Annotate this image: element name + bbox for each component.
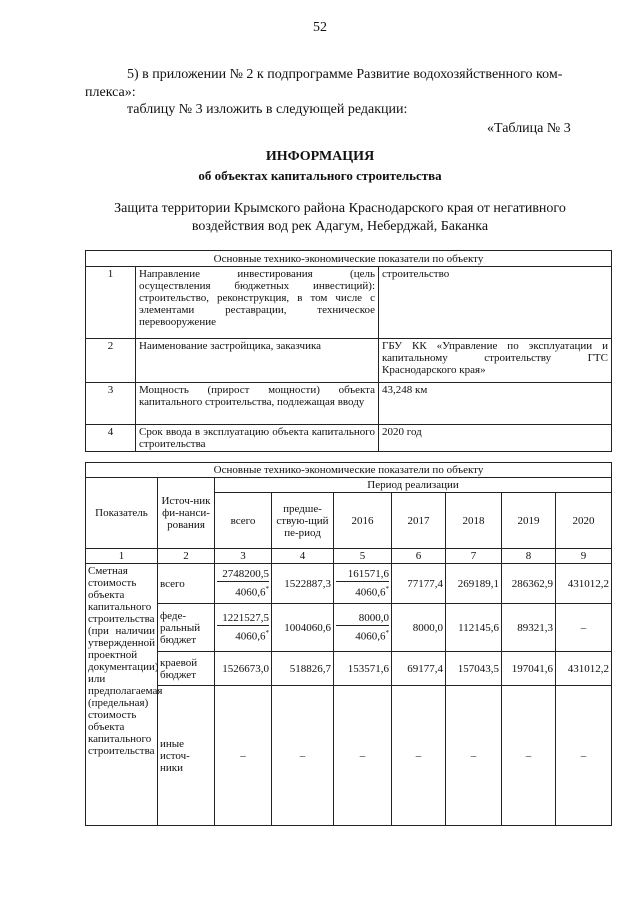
- year-2016-value: –: [334, 686, 392, 826]
- table1-row-number: 4: [86, 425, 136, 452]
- col-period-header: Период реализации: [215, 478, 612, 493]
- col-year-header: 2020: [556, 493, 612, 549]
- total-value-extra: 4060,6: [235, 630, 266, 643]
- table1-row-value: строительство: [379, 267, 612, 339]
- col-number: 3: [215, 549, 272, 564]
- col-number: 1: [86, 549, 158, 564]
- col-number: 4: [272, 549, 334, 564]
- year-2019-value: 286362,9: [502, 564, 556, 604]
- object-name-line-1: Защита территории Крымского района Краснодарского края от негативного: [114, 201, 566, 216]
- source-label: всего: [158, 564, 215, 604]
- total-cell: [215, 564, 272, 604]
- source-label: иные источ-ники: [158, 686, 215, 826]
- table1-row-value: 43,248 км: [379, 383, 612, 425]
- total-value: 1221527,5: [217, 612, 269, 626]
- table1-header: Основные технико-экономические показатели по объекту: [86, 251, 612, 267]
- year-2016-value: 161571,6: [336, 568, 389, 582]
- footnote-mark: *: [265, 585, 269, 594]
- previous-period-value: 1004060,6: [272, 604, 334, 652]
- year-2018-value: 112145,6: [446, 604, 502, 652]
- table1-row-number: 3: [86, 383, 136, 425]
- footnote-mark: *: [385, 629, 389, 638]
- object-name-line-2: воздействия вод рек Адагум, Неберджай, Баканка: [191, 219, 489, 234]
- col-number: 7: [446, 549, 502, 564]
- source-label: краевой бюджет: [158, 652, 215, 686]
- year-2019-value: 197041,6: [502, 652, 556, 686]
- table1-row-label: Мощность (прирост мощности) объекта капитального строительства, подлежащая вводу: [136, 383, 379, 425]
- total-value: –: [215, 686, 272, 826]
- year-2018-value: 157043,5: [446, 652, 502, 686]
- year-2016-value-extra: 4060,6: [355, 586, 386, 599]
- year-2019-value: –: [502, 686, 556, 826]
- year-2016-value: 8000,0: [336, 612, 389, 626]
- previous-period-value: –: [272, 686, 334, 826]
- year-2020-value: –: [556, 604, 612, 652]
- table2-header: Основные технико-экономические показатели по объекту: [86, 463, 612, 478]
- footnote-mark: *: [265, 629, 269, 638]
- year-2016-cell: [334, 604, 392, 652]
- year-2018-value: –: [446, 686, 502, 826]
- total-value: 1526673,0: [215, 652, 272, 686]
- year-2018-value: 269189,1: [446, 564, 502, 604]
- year-2017-value: 69177,4: [392, 652, 446, 686]
- indicators-table-general: [85, 250, 612, 452]
- table1-row-number: 1: [86, 267, 136, 339]
- col-number: 8: [502, 549, 556, 564]
- year-2016-value: 153571,6: [334, 652, 392, 686]
- table1-row-label: Срок ввода в эксплуатацию объекта капитального строительства: [136, 425, 379, 452]
- source-label: феде-ральный бюджет: [158, 604, 215, 652]
- col-number: 2: [158, 549, 215, 564]
- col-year-header: 2017: [392, 493, 446, 549]
- table1-row-value: ГБУ КК «Управление по эксплуатации и капитальному строительству ГТС Краснодарского края»: [379, 339, 612, 383]
- col-year-header: 2016: [334, 493, 392, 549]
- total-value-extra: 4060,6: [235, 586, 266, 599]
- year-2020-value: 431012,2: [556, 564, 612, 604]
- table1-row-number: 2: [86, 339, 136, 383]
- col-indicator-header: Показатель: [86, 478, 158, 549]
- intro-line-1: 5) в приложении № 2 к подпрограмме Развитие водохозяйственного ком-: [127, 67, 563, 82]
- table1-row-label: Наименование застройщика, заказчика: [136, 339, 379, 383]
- intro-line-2: плекса»:: [85, 85, 136, 100]
- table1-row-value: 2020 год: [379, 425, 612, 452]
- previous-period-value: 1522887,3: [272, 564, 334, 604]
- total-value: 2748200,5: [217, 568, 269, 582]
- col-number: 5: [334, 549, 392, 564]
- col-total-header: всего: [215, 493, 272, 549]
- year-2017-value: 8000,0: [392, 604, 446, 652]
- col-number: 6: [392, 549, 446, 564]
- indicator-description: Сметная стоимость объекта капитального строительства (при наличии утвержденной проектной документации) или предполагаемая (предельная) стоимость объекта капитального строительства: [86, 564, 158, 826]
- year-2020-value: –: [556, 686, 612, 826]
- col-year-header: 2018: [446, 493, 502, 549]
- table1-row-label: Направление инвестирования (цель осуществления бюджетных инвестиций): строительство, реконструкция, в том числе с элементами реставрации, техническое перевооружение: [136, 267, 379, 339]
- total-cell: [215, 604, 272, 652]
- year-2016-cell: [334, 564, 392, 604]
- indicators-table-financing: [85, 462, 612, 826]
- year-2019-value: 89321,3: [502, 604, 556, 652]
- col-number: 9: [556, 549, 612, 564]
- col-year-header: 2019: [502, 493, 556, 549]
- year-2020-value: 431012,2: [556, 652, 612, 686]
- document-title: ИНФОРМАЦИЯ: [265, 149, 375, 164]
- year-2017-value: –: [392, 686, 446, 826]
- table-reference: «Таблица № 3: [487, 121, 571, 136]
- footnote-mark: *: [385, 585, 389, 594]
- previous-period-value: 518826,7: [272, 652, 334, 686]
- col-source-header: Источ-ник фи-нанси-рования: [158, 478, 215, 549]
- page-number: 52: [313, 20, 327, 35]
- intro-line-3: таблицу № 3 изложить в следующей редакции:: [127, 102, 408, 117]
- year-2017-value: 77177,4: [392, 564, 446, 604]
- document-subtitle: об объектах капитального строительства: [198, 168, 442, 183]
- year-2016-value-extra: 4060,6: [355, 630, 386, 643]
- col-previous-period-header: предше-ствую-щий пе-риод: [272, 493, 334, 549]
